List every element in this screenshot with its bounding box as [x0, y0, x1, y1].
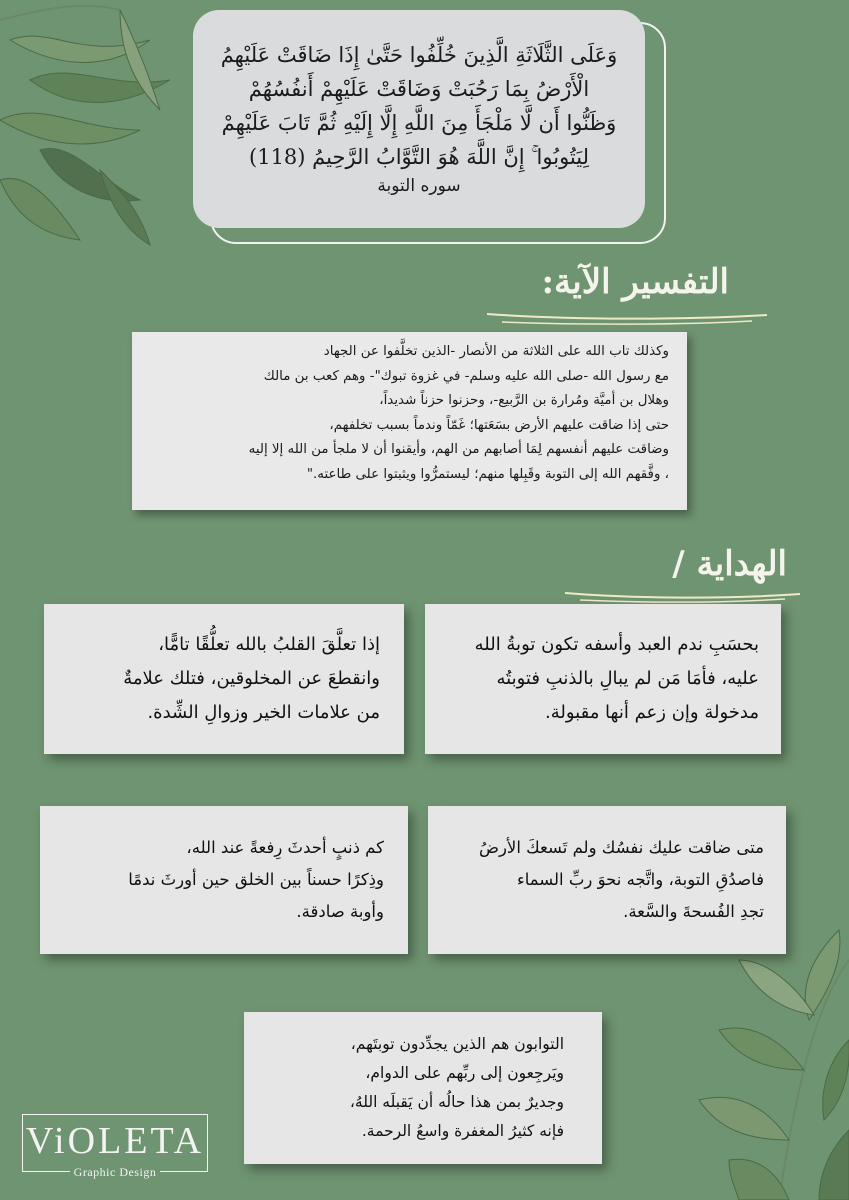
verse-card	[193, 10, 645, 228]
violeta-logo	[22, 1114, 208, 1179]
card-line: مدخولة وإن زعم أنها مقبولة.	[545, 702, 759, 723]
card-line: وأوبة صادقة.	[296, 902, 384, 921]
guidance-card	[44, 604, 404, 754]
tafsir-line: وهلال بن أميَّة ومُرارة بن الرَّبيع-، وحزنوا حزناً شديداً،	[379, 393, 669, 408]
card-line: عليه، فأمَا مَن لم يبالِ بالذنبِ فتوبتُه	[496, 668, 759, 689]
card-line: فإنه كثيرُ المغفرة واسعُ الرحمة.	[361, 1122, 564, 1140]
card-line: بحسَبِ ندم العبد وأسفه تكون توبةُ الله	[474, 634, 759, 655]
hidaya-heading-underline	[560, 590, 805, 604]
tafsir-box	[132, 332, 687, 510]
tafsir-line: وكذلك تاب الله على الثلاثة من الأنصار -الذين تخلَّفوا عن الجهاد	[323, 344, 669, 359]
hidaya-heading: الهداية /	[672, 544, 787, 584]
card-line: وذِكرًا حسناً بين الخلق حين أورثَ ندمًا	[128, 870, 384, 889]
tafsir-heading-underline	[482, 310, 772, 326]
guidance-card	[244, 1012, 602, 1164]
verse-line: وَعَلَى الثَّلَاثَةِ الَّذِينَ خُلِّفُوا حَتَّىٰ إِذَا ضَاقَتْ عَلَيْهِمُ	[220, 43, 618, 67]
guidance-card	[425, 604, 781, 754]
card-line: متى ضاقت عليك نفسُك ولم تَسعكَ الأرضُ	[479, 838, 764, 857]
card-line: فاصدُقِ التوبة، واتَّجه نحوَ ربِّ السماء	[516, 870, 764, 889]
leaf-decoration-bottom-right	[679, 920, 849, 1200]
verse-line: وَظَنُّوا أَن لَّا مَلْجَأَ مِنَ اللَّهِ إِلَّا إِلَيْهِ ثُمَّ تَابَ عَلَيْهِمْ	[221, 111, 617, 135]
guidance-card	[40, 806, 408, 954]
tafsir-heading: التفسير الآية:	[541, 262, 729, 302]
logo-name: ViOLETA	[25, 1120, 205, 1162]
surah-name: سوره التوبة	[377, 176, 461, 196]
tafsir-line: مع رسول الله -صلى الله عليه وسلم- في غزوة تبوك"- وهم كعب بن مالك	[263, 368, 669, 384]
leaf-decoration-top-left	[0, 0, 200, 260]
guidance-card	[428, 806, 786, 954]
card-line: التوابون هم الذين يجدِّدون توبتَهم،	[350, 1035, 564, 1053]
verse-line: الْأَرْضُ بِمَا رَحُبَتْ وَضَاقَتْ عَلَيْهِمْ أَنفُسُهُمْ	[248, 77, 590, 101]
card-line: وانقطعَ عن المخلوقين، فتلك علامةٌ	[123, 668, 380, 689]
verse-line: لِيَتُوبُوا ۚ إِنَّ اللَّهَ هُوَ التَّوَّابُ الرَّحِيمُ (118)	[249, 145, 589, 169]
tafsir-line: ، وفَّقهم الله إلى التوبة وقَبِلها منهم؛ ليستمرُّوا ويثبتوا على طاعته."	[306, 466, 669, 482]
card-line: كم ذنبٍ أحدثَ رِفعةً عند الله،	[186, 838, 384, 857]
tafsir-line: وضاقت عليهم أنفسهم لِمَا أصابهم من الهم، وأيقنوا أن لا ملجأ من الله إلا إليه	[248, 442, 669, 457]
logo-subtitle: Graphic Design	[70, 1165, 161, 1179]
card-line: إذا تعلَّقَ القلبُ بالله تعلُّقًا تامًّا،	[158, 634, 380, 655]
tafsir-line: حتى إذا ضاقت عليهم الأرض بسَعَتها؛ غَمّاً وندماً بسبب تخلفهم،	[329, 417, 669, 433]
card-line: تجدِ الفُسحةَ والسَّعة.	[623, 902, 764, 921]
card-line: ويَرجِعون إلى ربِّهم على الدوام،	[365, 1064, 564, 1082]
verse-text	[217, 38, 621, 174]
card-line: وجديرٌ بمن هذا حالُه أن يَقبلَه اللهُ،	[349, 1093, 564, 1111]
card-line: من علامات الخير وزوالِ الشِّدة.	[147, 702, 380, 723]
